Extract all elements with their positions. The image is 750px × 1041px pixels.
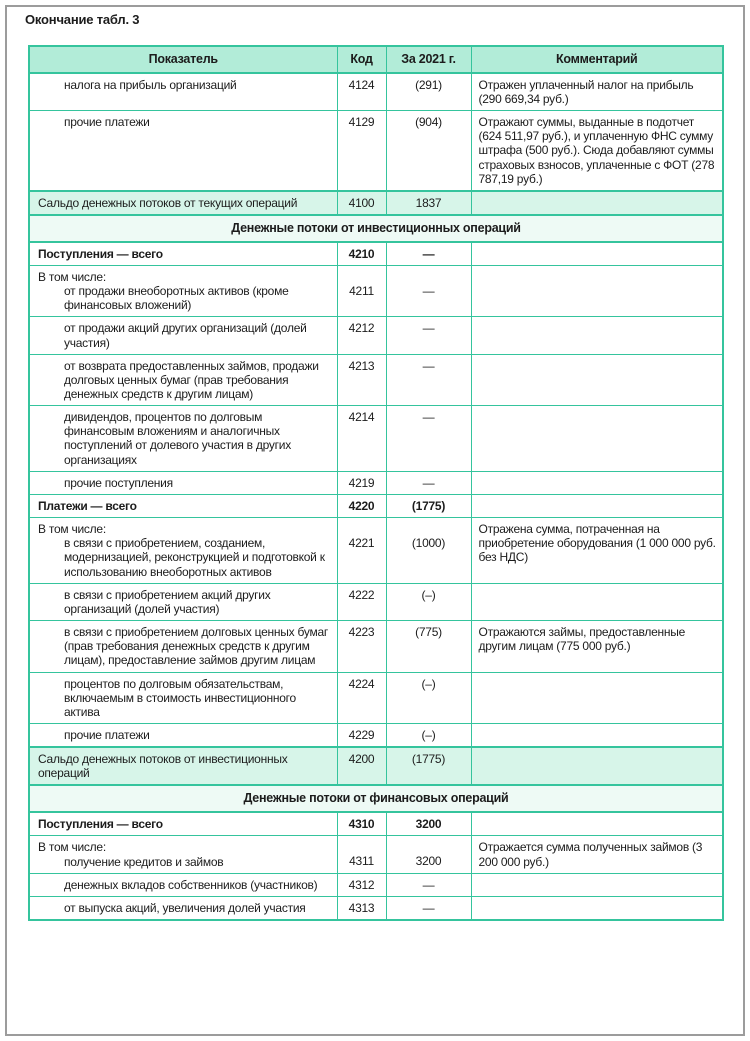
table-row (29, 265, 723, 316)
indicator-text: дивидендов, процентов по долговым финансовым вложениям и аналогичных поступлений от долевого участия в других организациях (64, 410, 291, 467)
indicator-text: прочие платежи (64, 727, 150, 742)
comment-cell: Отражают суммы, выданные в подотчет (624 511,97 руб.), и уплаченную ФНС сумму штрафа (500 руб.). Сюда добавляют суммы страховых взносов, уплаченные с ФОТ (278 787,19 руб.) (471, 111, 723, 191)
indicator-text: от возврата предоставленных займов, продажи долговых ценных бумаг (прав требования денежных средств к другим лицам) (64, 358, 319, 401)
total-row (29, 191, 723, 215)
indicator-text: в связи с приобретением долговых ценных бумаг (прав требования денежных средств к другим лицам), предоставление займов другим лицам (64, 625, 328, 668)
indicator-cell (29, 354, 337, 405)
value-cell: 3200 (386, 836, 471, 873)
indicator-text: от выпуска акций, увеличения долей участия (64, 900, 306, 915)
table-row (29, 406, 723, 472)
indicator-text: налога на прибыль организаций (64, 77, 237, 92)
header-row (29, 46, 723, 73)
value-cell: (1775) (386, 494, 471, 517)
indicator-cell (29, 672, 337, 723)
comment-cell: Отражается сумма полученных займов (3 200 000 руб.) (471, 836, 723, 873)
value-cell: (–) (386, 672, 471, 723)
value-cell: — (386, 242, 471, 266)
comment-cell (471, 191, 723, 215)
indicator-cell (29, 747, 337, 785)
table-row (29, 111, 723, 191)
table-row (29, 621, 723, 672)
indicator-cell (29, 73, 337, 111)
col-header-comment: Комментарий (471, 46, 723, 73)
table-row (29, 812, 723, 836)
indicator-prefix: В том числе: (38, 522, 106, 537)
table-row (29, 672, 723, 723)
indicator-cell (29, 583, 337, 620)
indicator-cell (29, 471, 337, 494)
code-cell: 4223 (337, 621, 386, 672)
indicator-text: Поступления — всего (38, 246, 163, 261)
indicator-cell (29, 242, 337, 266)
indicator-cell (29, 812, 337, 836)
comment-cell (471, 812, 723, 836)
table-row (29, 518, 723, 584)
value-cell: — (386, 471, 471, 494)
comment-cell (471, 583, 723, 620)
indicator-cell (29, 406, 337, 472)
indicator-text: от продажи акций других организаций (долей участия) (64, 321, 307, 350)
table-row (29, 317, 723, 354)
value-cell: (1775) (386, 747, 471, 785)
code-cell: 4222 (337, 583, 386, 620)
indicator-text: Сальдо денежных потоков от текущих операций (38, 195, 298, 210)
indicator-prefix: В том числе: (38, 269, 106, 284)
value-cell: (291) (386, 73, 471, 111)
indicator-text: в связи с приобретением, созданием, модернизацией, реконструкцией и подготовкой к использованию внеоборотных активов (64, 536, 325, 579)
table-row (29, 73, 723, 111)
indicator-cell (29, 621, 337, 672)
indicator-text: получение кредитов и займов (64, 854, 224, 869)
indicator-cell (29, 723, 337, 747)
code-cell: 4124 (337, 73, 386, 111)
section-title: Денежные потоки от инвестиционных операций (29, 215, 723, 242)
comment-cell (471, 896, 723, 920)
code-cell: 4229 (337, 723, 386, 747)
value-cell: 3200 (386, 812, 471, 836)
code-cell: 4311 (337, 836, 386, 873)
indicator-cell (29, 111, 337, 191)
comment-cell: Отражаются займы, предоставленные другим лицам (775 000 руб.) (471, 621, 723, 672)
code-cell: 4210 (337, 242, 386, 266)
indicator-cell (29, 317, 337, 354)
indicator-text: прочие поступления (64, 475, 173, 490)
table-row (29, 583, 723, 620)
code-cell: 4100 (337, 191, 386, 215)
code-cell: 4212 (337, 317, 386, 354)
comment-cell (471, 494, 723, 517)
indicator-prefix: В том числе: (38, 840, 106, 855)
indicator-text: Поступления — всего (38, 817, 163, 832)
code-cell: 4221 (337, 518, 386, 584)
value-cell: (–) (386, 583, 471, 620)
table-row (29, 471, 723, 494)
indicator-cell (29, 873, 337, 896)
value-cell: 1837 (386, 191, 471, 215)
code-cell: 4214 (337, 406, 386, 472)
table-row (29, 873, 723, 896)
indicator-text: прочие платежи (64, 115, 150, 130)
table-row (29, 242, 723, 266)
indicator-text: процентов по долговым обязательствам, включаемым в стоимость инвестиционного актива (64, 676, 296, 719)
section-header-row (29, 785, 723, 812)
indicator-text: Сальдо денежных потоков от инвестиционных операций (38, 752, 288, 781)
comment-cell (471, 873, 723, 896)
comment-cell (471, 723, 723, 747)
indicator-cell (29, 494, 337, 517)
value-cell: (1000) (386, 518, 471, 584)
col-header-year-2021: За 2021 г. (386, 46, 471, 73)
code-cell: 4220 (337, 494, 386, 517)
table-row (29, 836, 723, 873)
value-cell: — (386, 354, 471, 405)
cash-flow-table (28, 45, 724, 921)
code-cell: 4213 (337, 354, 386, 405)
indicator-text: Платежи — всего (38, 498, 137, 513)
code-cell: 4310 (337, 812, 386, 836)
code-cell: 4129 (337, 111, 386, 191)
value-cell: — (386, 873, 471, 896)
comment-cell: Отражена сумма, потраченная на приобретение оборудования (1 000 000 руб. без НДС) (471, 518, 723, 584)
table-header (29, 46, 723, 73)
indicator-text: от продажи внеоборотных активов (кроме финансовых вложений) (64, 284, 289, 313)
code-cell: 4211 (337, 265, 386, 316)
code-cell: 4200 (337, 747, 386, 785)
comment-cell (471, 747, 723, 785)
comment-cell (471, 317, 723, 354)
comment-cell (471, 672, 723, 723)
indicator-cell (29, 191, 337, 215)
value-cell: (904) (386, 111, 471, 191)
comment-cell (471, 406, 723, 472)
value-cell: (–) (386, 723, 471, 747)
table-row (29, 723, 723, 747)
table-row (29, 354, 723, 405)
code-cell: 4219 (337, 471, 386, 494)
table-row (29, 494, 723, 517)
value-cell: — (386, 317, 471, 354)
indicator-cell (29, 836, 337, 873)
section-title: Денежные потоки от финансовых операций (29, 785, 723, 812)
comment-cell (471, 265, 723, 316)
code-cell: 4313 (337, 896, 386, 920)
comment-cell (471, 354, 723, 405)
comment-cell (471, 471, 723, 494)
table-row (29, 896, 723, 920)
table-caption: Окончание табл. 3 (25, 12, 140, 27)
code-cell: 4224 (337, 672, 386, 723)
col-header-indicator: Показатель (29, 46, 337, 73)
comment-cell: Отражен уплаченный налог на прибыль (290 669,34 руб.) (471, 73, 723, 111)
indicator-cell (29, 896, 337, 920)
table-body (29, 73, 723, 920)
col-header-code: Код (337, 46, 386, 73)
indicator-text: в связи с приобретением акций других организаций (долей участия) (64, 587, 271, 616)
total-row (29, 747, 723, 785)
comment-cell (471, 242, 723, 266)
value-cell: (775) (386, 621, 471, 672)
indicator-cell (29, 265, 337, 316)
value-cell: — (386, 896, 471, 920)
value-cell: — (386, 265, 471, 316)
section-header-row (29, 215, 723, 242)
indicator-cell (29, 518, 337, 584)
code-cell: 4312 (337, 873, 386, 896)
value-cell: — (386, 406, 471, 472)
indicator-text: денежных вкладов собственников (участников) (64, 877, 318, 892)
